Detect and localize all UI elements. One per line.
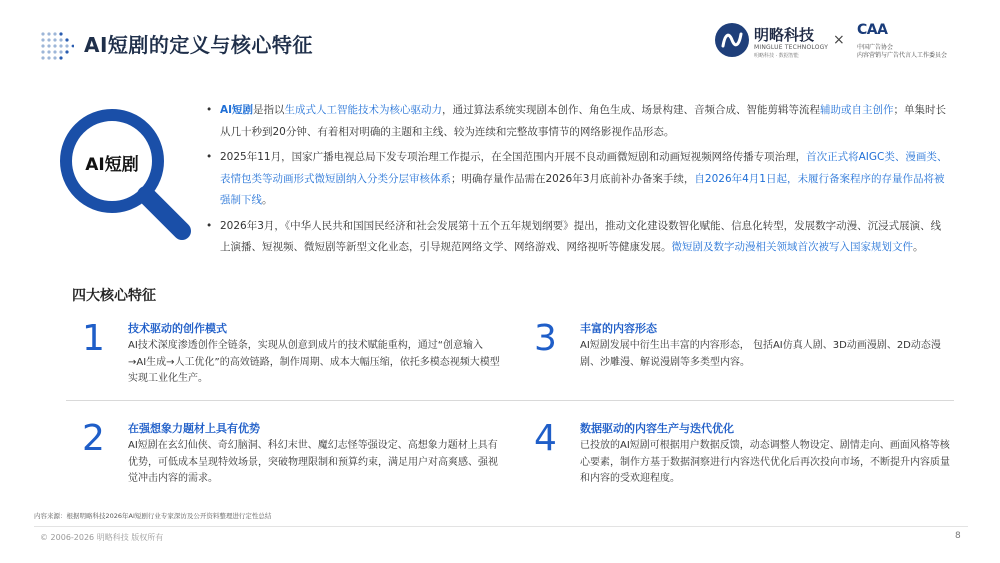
caa-logo-icon: CAA bbox=[857, 22, 888, 38]
caa-logo bbox=[857, 22, 977, 62]
page-number: 8 bbox=[955, 531, 961, 541]
features-title: 四大核心特征 bbox=[72, 288, 156, 304]
bullet-segment: 。 bbox=[913, 241, 924, 253]
feature-card bbox=[534, 318, 954, 398]
bullet-regulation bbox=[206, 147, 951, 212]
feature-title: 丰富的内容形态 bbox=[580, 322, 657, 335]
bullet-segment: ；明确存量作品需在2026年3月底前补办备案手续， bbox=[451, 172, 695, 185]
caa-line2: 内容营销与广告代言人工作委员会 bbox=[857, 52, 948, 59]
bullet-segment: 微短剧及数字动漫相关领域首次被写入国家规划文件 bbox=[671, 241, 913, 253]
bullet-segment: 生成式人工智能技术为核心驱动力 bbox=[284, 104, 443, 116]
minglue-logo bbox=[714, 22, 829, 64]
bullet-plan bbox=[206, 216, 951, 259]
minglue-logo-icon bbox=[714, 22, 750, 58]
logo-sub: MINGLUE TECHNOLOGY bbox=[754, 44, 829, 51]
bullet-segment: 自2026年4月1日起，未履行备案程序的存量作品将被强制下线 bbox=[220, 172, 945, 206]
feature-title: 在强想象力题材上具有优势 bbox=[128, 422, 260, 435]
feature-card bbox=[534, 418, 954, 498]
bullet-segment: 2025年11月，国家广播电视总局下发专项治理工作提示，在全国范围内开展不良动画微短剧和动画短视频网络传播专项治理， bbox=[220, 151, 807, 163]
bullet-segment: ，通过算法系统实现剧本创作、角色生成、场景构建、音频合成、智能剪辑等流程 bbox=[442, 104, 821, 116]
definition-bullets bbox=[206, 100, 951, 263]
definition-label: AI短剧 bbox=[85, 155, 139, 175]
feature-title: 数据驱动的内容生产与迭代优化 bbox=[580, 422, 734, 435]
feature-desc: AI技术深度渗透创作全链条，实现从创意到成片的技术赋能重构，通过“创意输入→AI生成→人工优化”的高效链路，制作周期、成本大幅压缩，依托多模态视频大模型实现工业化生产。 bbox=[128, 340, 500, 384]
times-symbol: × bbox=[833, 32, 845, 48]
feature-desc: 已投放的AI短剧可根据用户数据反馈，动态调整人物设定、剧情走向、画面风格等核心要素，制作方基于数据洞察进行内容迭代优化后再次投向市场，不断提升内容质量和内容的受欢迎程度。 bbox=[580, 440, 950, 484]
feature-card bbox=[82, 318, 502, 398]
page-title: AI短剧的定义与核心特征 bbox=[84, 33, 313, 57]
feature-number: 3 bbox=[534, 318, 557, 359]
bullet-segment: 。 bbox=[262, 194, 273, 206]
feature-number: 4 bbox=[534, 418, 557, 459]
bullet-segment: ；单集时长从几十秒到20分钟、有着相对明确的主题和主线、较为连续和完整故事情节的网络影视作品形态。 bbox=[220, 104, 947, 138]
logo-sub2: 明略科技 · 数据智能 bbox=[754, 53, 799, 59]
bullet-segment: 是指以 bbox=[253, 104, 285, 116]
feature-desc: AI短剧在玄幻仙侠、奇幻脑洞、科幻末世、魔幻志怪等强设定、高想象力题材上具有优势，可低成本呈现特效场景，突破物理限制和预算约束，满足用户对高爽感、强视觉冲击内容的需求。 bbox=[128, 440, 498, 484]
bullet-segment: 辅助或自主创作 bbox=[820, 104, 894, 116]
feature-title: 技术驱动的创作模式 bbox=[128, 322, 227, 335]
bullet-segment: AI短剧 bbox=[220, 104, 254, 116]
dot-grid-icon bbox=[40, 31, 74, 61]
features-divider bbox=[66, 400, 954, 401]
bullet-segment: 2026年3月，《中华人民共和国国民经济和社会发展第十五个五年规划纲要》提出，推动文化建设数智化赋能、信息化转型，发展数字动漫、沉浸式展演、线上演播、短视频、微短剧等新型文化业态，引导规范网络文学、网络游戏、网络视听等健康发展。 bbox=[220, 219, 942, 253]
source-note: 内容来源：根据明略科技2026年AI短剧行业专家深访及公开资料整理进行定性总结 bbox=[34, 512, 272, 520]
feature-number: 1 bbox=[82, 318, 105, 359]
copyright: © 2006-2026 明略科技 版权所有 bbox=[40, 533, 164, 542]
footer-divider bbox=[34, 526, 968, 527]
logo-name: 明略科技 bbox=[754, 26, 815, 44]
caa-line1: 中国广告协会 bbox=[857, 44, 894, 51]
feature-card bbox=[82, 418, 502, 498]
feature-desc: AI短剧发展中衍生出丰富的内容形态， 包括AI仿真人剧、3D动画漫剧、2D动态漫剧、沙雕漫、解说漫剧等多类型内容。 bbox=[580, 340, 941, 368]
bullet-definition bbox=[206, 100, 951, 143]
bullet-segment: 首次正式将AIGC类、漫画类、表情包类等动画形式微短剧纳入分类分层审核体系 bbox=[220, 151, 948, 185]
feature-number: 2 bbox=[82, 418, 105, 459]
